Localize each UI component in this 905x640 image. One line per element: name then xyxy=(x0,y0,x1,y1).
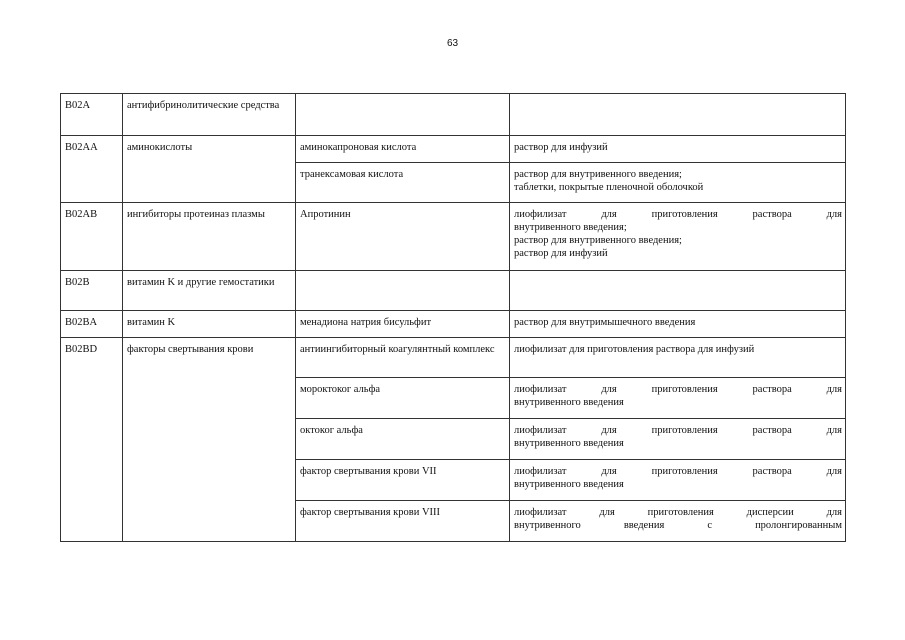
dosage-form xyxy=(510,460,846,501)
table-row xyxy=(61,136,846,163)
dosage-form: раствор для внутримышечного введения xyxy=(510,311,846,338)
drug-name: менадиона натрия бисульфит xyxy=(296,311,510,338)
drug-name xyxy=(296,94,510,136)
dosage-form-line: раствор для внутривенного введения; xyxy=(514,169,682,180)
atc-code: B02A xyxy=(61,94,123,136)
table-row xyxy=(61,94,846,136)
table-row xyxy=(61,271,846,311)
dosage-form xyxy=(510,419,846,460)
dosage-form-line: лиофилизат для приготовления раствора для xyxy=(514,466,842,477)
atc-group: факторы свертывания крови xyxy=(123,338,296,542)
atc-code: B02B xyxy=(61,271,123,311)
dosage-form-line: раствор для внутривенного введения; xyxy=(514,235,682,246)
drug-name: фактор свертывания крови VII xyxy=(296,460,510,501)
drug-name: мороктоког альфа xyxy=(296,378,510,419)
dosage-form-line: лиофилизат для приготовления раствора для xyxy=(514,209,842,220)
dosage-form-line: лиофилизат для приготовления раствора для xyxy=(514,425,842,436)
dosage-form-line: лиофилизат для приготовления дисперсии для xyxy=(514,507,842,518)
table-row xyxy=(61,311,846,338)
dosage-form xyxy=(510,94,846,136)
dosage-form xyxy=(510,163,846,203)
dosage-form xyxy=(510,271,846,311)
drug-name xyxy=(296,271,510,311)
dosage-form xyxy=(510,203,846,271)
drug-name: фактор свертывания крови VIII xyxy=(296,501,510,542)
atc-code: B02BA xyxy=(61,311,123,338)
dosage-form-line: раствор для инфузий xyxy=(514,248,608,259)
dosage-form-line: внутривенного введения xyxy=(514,438,624,449)
drug-name: октоког альфа xyxy=(296,419,510,460)
dosage-form: лиофилизат для приготовления раствора для инфузий xyxy=(510,338,846,378)
atc-group: аминокислоты xyxy=(123,136,296,203)
table-row xyxy=(61,338,846,378)
drug-name: Апротинин xyxy=(296,203,510,271)
table-row xyxy=(61,203,846,271)
atc-code: B02AB xyxy=(61,203,123,271)
drug-name: аминокапроновая кислота xyxy=(296,136,510,163)
dosage-form-line: лиофилизат для приготовления раствора для xyxy=(514,384,842,395)
page-number: 63 xyxy=(446,38,459,49)
dosage-form xyxy=(510,378,846,419)
dosage-form-line: внутривенного введения; xyxy=(514,222,627,233)
dosage-form-line: внутривенного введения xyxy=(514,397,624,408)
dosage-form-line: таблетки, покрытые пленочной оболочкой xyxy=(514,182,704,193)
dosage-form-line: внутривенного введения xyxy=(514,479,624,490)
drug-name: антиингибиторный коагулянтный комплекс xyxy=(296,338,510,378)
atc-group: антифибринолитические средства xyxy=(123,94,296,136)
dosage-form xyxy=(510,501,846,542)
atc-code: B02BD xyxy=(61,338,123,542)
atc-group: витамин K xyxy=(123,311,296,338)
atc-code: B02AA xyxy=(61,136,123,203)
dosage-form: раствор для инфузий xyxy=(510,136,846,163)
dosage-form-line: внутривенного введения с пролонгированным xyxy=(514,520,842,531)
drug-name: транексамовая кислота xyxy=(296,163,510,203)
atc-group: ингибиторы протеиназ плазмы xyxy=(123,203,296,271)
atc-group: витамин K и другие гемостатики xyxy=(123,271,296,311)
drug-classification-table xyxy=(60,93,846,542)
